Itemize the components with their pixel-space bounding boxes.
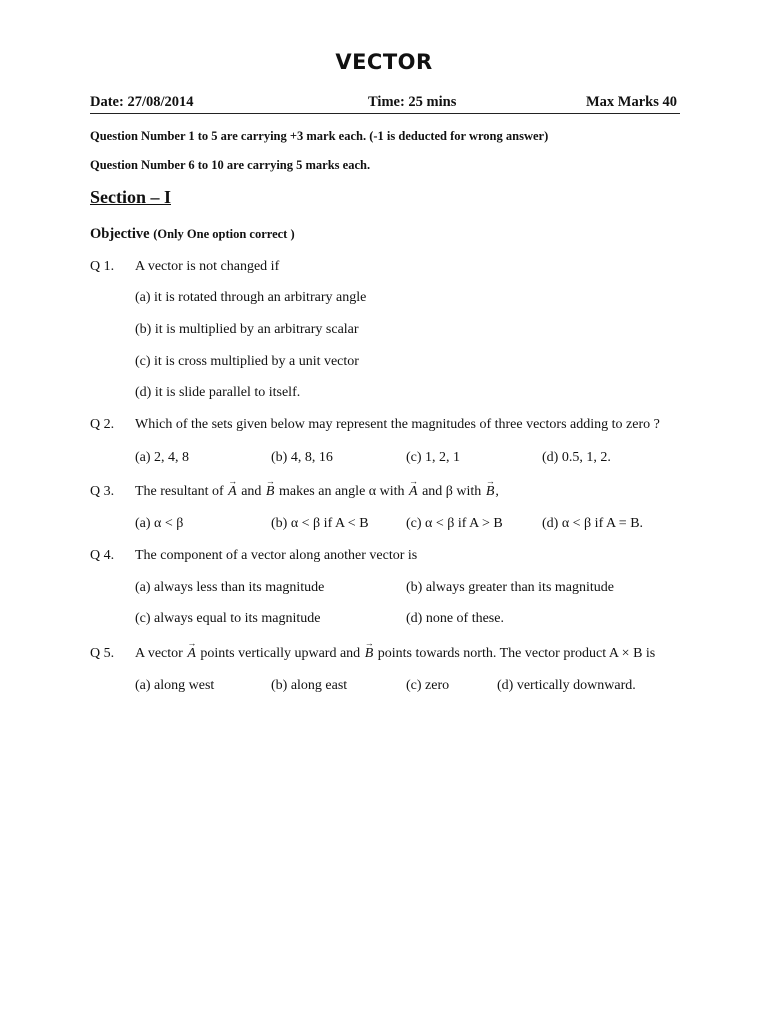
option-item: (c) zero — [406, 678, 450, 693]
option-item: (b) α < β if A < B — [271, 516, 369, 531]
exam-date: Date: 27/08/2014 — [90, 94, 194, 110]
section-heading: Section – I — [90, 187, 171, 207]
option-item: (d) it is slide parallel to itself. — [135, 385, 301, 400]
text-fragment: and — [241, 484, 262, 499]
option-item: (c) it is cross multiplied by a unit vector — [135, 354, 359, 369]
objective-label: Objective — [90, 226, 150, 242]
option-item: (d) α < β if A = B. — [542, 516, 644, 531]
option-item: (a) 2, 4, 8 — [135, 450, 190, 465]
text-fragment: points towards north. The vector product A × B is — [377, 646, 656, 661]
option-item: (c) 1, 2, 1 — [406, 450, 461, 465]
objective-note: (Only One option correct ) — [153, 227, 295, 241]
question-number: Q 5. — [90, 646, 115, 661]
instruction-line-2: Question Number 6 to 10 are carrying 5 marks each. — [90, 158, 371, 172]
vector-a-symbol: → A — [227, 484, 238, 500]
option-item: (d) 0.5, 1, 2. — [542, 450, 611, 465]
question-text — [135, 484, 499, 500]
text-fragment: The resultant of — [135, 484, 224, 499]
question-number: Q 2. — [90, 417, 115, 432]
instruction-line-1: Question Number 1 to 5 are carrying +3 mark each. (-1 is deducted for wrong answer) — [90, 129, 549, 143]
option-item: (b) it is multiplied by an arbitrary scalar — [135, 322, 359, 337]
page-title: VECTOR — [335, 50, 433, 74]
objective-heading — [90, 226, 295, 243]
text-fragment: and β with — [422, 484, 482, 499]
vector-a-symbol: → A — [186, 646, 197, 662]
question-text: The component of a vector along another vector is — [135, 548, 418, 563]
option-item: (c) always equal to its magnitude — [135, 611, 321, 626]
exam-time: Time: 25 mins — [368, 94, 457, 110]
question-text — [135, 646, 655, 662]
question-number: Q 1. — [90, 259, 115, 274]
question-number: Q 4. — [90, 548, 115, 563]
option-item: (d) none of these. — [406, 611, 504, 626]
option-item: (b) along east — [271, 678, 348, 693]
vector-b-symbol: → B — [364, 646, 375, 662]
vector-a-symbol: → A — [408, 484, 419, 500]
option-item: (a) it is rotated through an arbitrary angle — [135, 290, 367, 305]
vector-b-symbol: → B — [485, 484, 496, 500]
max-marks: Max Marks 40 — [586, 94, 678, 110]
option-item: (d) vertically downward. — [497, 678, 636, 693]
option-item: (b) 4, 8, 16 — [271, 450, 333, 465]
option-item: (a) along west — [135, 678, 215, 693]
header-divider — [90, 113, 680, 114]
option-item: (a) α < β — [135, 516, 184, 531]
option-item: (b) always greater than its magnitude — [406, 580, 614, 595]
option-item: (c) α < β if A > B — [406, 516, 503, 531]
question-number: Q 3. — [90, 484, 115, 499]
question-text: Which of the sets given below may represent the magnitudes of three vectors adding to zero ? — [135, 417, 660, 432]
text-fragment: makes an angle α with — [278, 484, 405, 499]
text-fragment: A vector — [135, 646, 183, 661]
option-item: (a) always less than its magnitude — [135, 580, 325, 595]
question-text: A vector is not changed if — [135, 259, 280, 274]
vector-b-symbol: → B — [265, 484, 276, 500]
text-fragment: , — [495, 484, 499, 499]
text-fragment: points vertically upward and — [200, 646, 361, 661]
